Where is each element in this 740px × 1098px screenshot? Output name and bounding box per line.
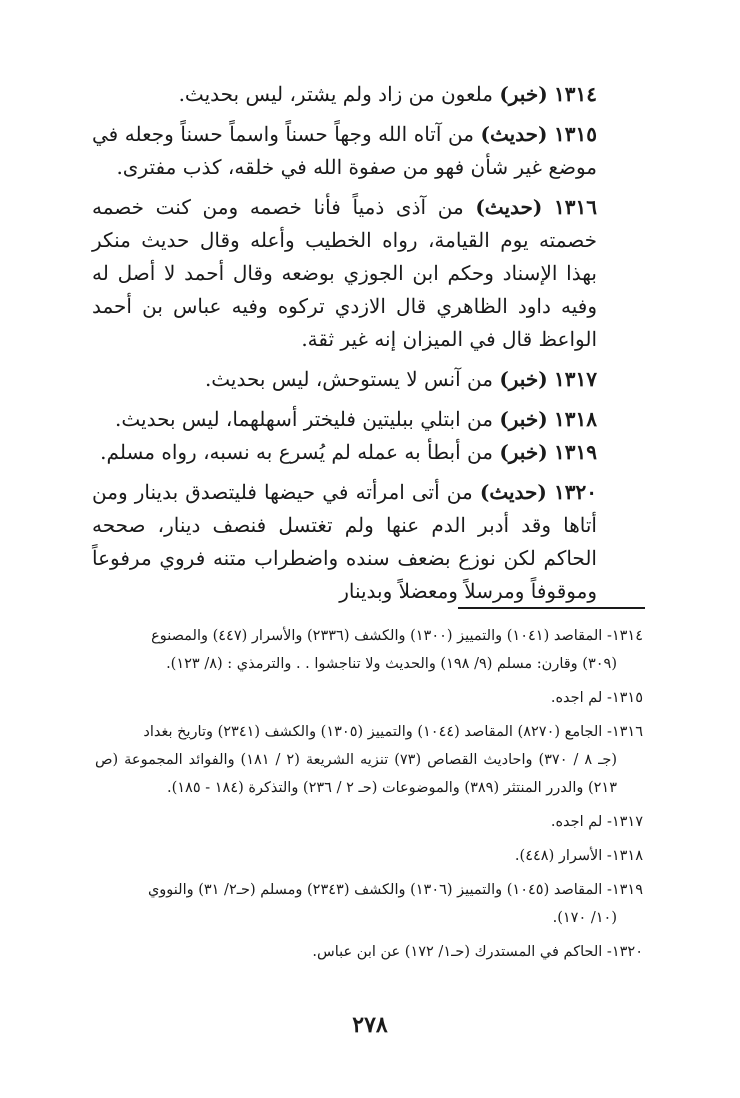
footnote-text: ١٣١٦- الجامع (٨٢٧٠) المقاصد (١٠٤٤) والتمييز (١٣٠٥) والكشف (٢٣٤١) وتاريخ بغداد xyxy=(143,724,643,740)
footnote-continuation: (جـ ٨ / ٣٧٠) واحاديث القصاص (٧٣) تنزيه الشريعة (٢ / ١٨١) والفوائد المجموعة (ص ٢١٣) والدرر المنتثر (٣٨٩) والموضوعات (حـ ٢ / ٢٣٦) والتذكرة (١٨٤ - ١٨٥). xyxy=(95,752,617,796)
entry-text: من أبطأ به عمله لم يُسرع به نسبه، رواه مسلم. xyxy=(100,440,493,464)
entry-number: ١٣٢٠ xyxy=(554,480,597,504)
entry-1318 xyxy=(92,403,597,436)
entry-type: (حديث) xyxy=(479,480,547,504)
entry-1314 xyxy=(92,78,597,111)
entry-1319 xyxy=(92,436,597,469)
footnote-text: ١٣١٨- الأسرار (٤٤٨). xyxy=(514,848,643,864)
footnote-continuation: (١٠/ ١٧٠). xyxy=(552,910,617,926)
footnote-1317 xyxy=(95,808,643,836)
footnote-1319 xyxy=(95,876,643,932)
entry-type: (خبر) xyxy=(499,407,548,431)
footnote-1318 xyxy=(95,842,643,870)
entry-text: من آذى ذمياً فأنا خصمه ومن كنت خصمه خصمته يوم القيامة، رواه الخطيب وأعله وقال حديث منكر بهذا الإسناد وحكم ابن الجوزي بوضعه وقال أحمد لا أصل له وفيه داود الظاهري قال الازدي تركوه وفيه عباس بن أحمد الواعظ قال في الميزان إنه غير ثقة. xyxy=(92,195,597,351)
footnote-1316 xyxy=(95,718,643,802)
entry-number: ١٣١٧ xyxy=(554,367,597,391)
footnote-continuation: (٣٠٩) وقارن: مسلم (٩/ ١٩٨) والحديث ولا تناجشوا . . والترمذي : (٨/ ١٢٣). xyxy=(166,656,617,672)
entry-number: ١٣١٥ xyxy=(554,122,598,146)
footnote-text: ١٣١٤- المقاصد (١٠٤١) والتمييز (١٣٠٠) والكشف (٢٣٣٦) والأسرار (٤٤٧) والمصنوع xyxy=(151,628,643,644)
footnote-text: ١٣٢٠- الحاكم في المستدرك (حـ١/ ١٧٢) عن ابن عباس. xyxy=(312,944,643,960)
page-number: ٢٧٨ xyxy=(352,1012,388,1038)
entry-number: ١٣١٦ xyxy=(554,195,597,219)
entry-type: (خبر) xyxy=(499,82,548,106)
entry-number: ١٣١٨ xyxy=(554,407,597,431)
entry-text: من آتاه الله وجهاً حسناً واسماً حسناً وجعله في موضع غير شأن فهو من صفوة الله في خلقه، كذب مفترى. xyxy=(92,122,597,179)
entry-text: من آنس لا يستوحش، ليس بحديث. xyxy=(204,367,493,391)
entry-type: (خبر) xyxy=(499,367,548,391)
footnote-text: ١٣١٧- لم اجده. xyxy=(550,814,643,830)
footnotes xyxy=(95,622,643,972)
entry-1315 xyxy=(92,118,597,184)
footnote-1315 xyxy=(95,684,643,712)
footnote-1314 xyxy=(95,622,643,678)
entry-type: (حديث) xyxy=(475,195,543,219)
entry-text: من أتى امرأته في حيضها فليتصدق بدينار ومن أتاها وقد أدبر الدم عنها ولم تغتسل فنصف دينار، صححه الحاكم لكن نوزع بضعف سنده واضطراب متنه فروي مرفوعاً وموقوفاً ومرسلاً ومعضلاً وبدينار xyxy=(92,480,597,603)
entry-1316 xyxy=(92,191,597,356)
entry-number: ١٣١٩ xyxy=(554,440,597,464)
entry-type: (خبر) xyxy=(499,440,548,464)
entry-text: ملعون من زاد ولم يشتر، ليس بحديث. xyxy=(178,82,493,106)
footnote-text: ١٣١٩- المقاصد (١٠٤٥) والتمييز (١٣٠٦) والكشف (٢٣٤٣) ومسلم (حـ٢/ ٣١) والنووي xyxy=(147,882,643,898)
entry-text: من ابتلي ببليتين فليختر أسهلهما، ليس بحديث. xyxy=(115,407,493,431)
footnote-text: ١٣١٥- لم اجده. xyxy=(550,690,643,706)
main-text xyxy=(92,78,597,615)
entry-type: (حديث) xyxy=(480,122,548,146)
footnote-1320 xyxy=(95,938,643,966)
entry-number: ١٣١٤ xyxy=(554,82,597,106)
entry-1317 xyxy=(92,363,597,396)
entry-1320 xyxy=(92,476,597,608)
footnote-separator xyxy=(458,607,645,609)
